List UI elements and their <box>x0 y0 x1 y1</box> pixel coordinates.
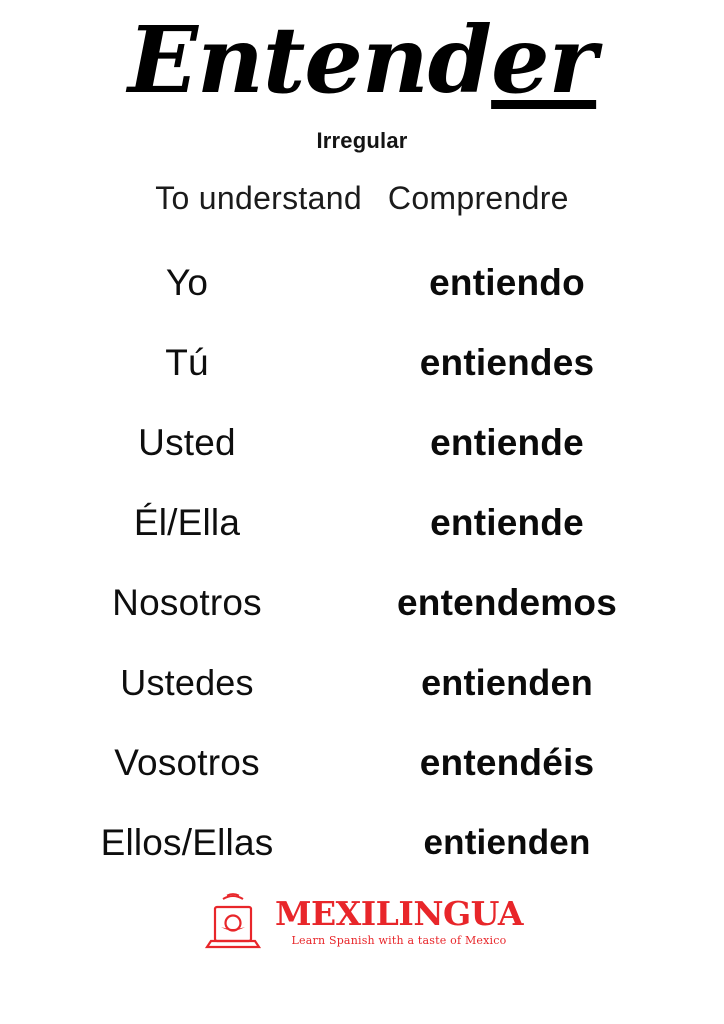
conjugation-cell: entiende <box>430 422 584 463</box>
translations <box>155 180 569 217</box>
page-title-ending: er <box>491 6 597 114</box>
conjugation-cell: entendemos <box>397 582 617 623</box>
table-row <box>42 723 682 803</box>
brand-name: MEXILINGUA <box>274 894 524 933</box>
translation-french: Comprendre <box>387 180 569 216</box>
page-title <box>124 6 600 114</box>
table-row <box>42 563 682 643</box>
pronoun-cell: Vosotros <box>114 742 260 783</box>
title-block <box>0 6 724 114</box>
pronoun-cell: Ellos/Ellas <box>100 822 274 863</box>
pronoun-cell: Tú <box>165 342 209 383</box>
page-title-stem: Entend <box>127 6 492 114</box>
table-row <box>42 483 682 563</box>
table-row <box>42 403 682 483</box>
brand-logo <box>201 893 523 951</box>
pronoun-cell: Ustedes <box>120 662 254 703</box>
pronoun-cell: Él/Ella <box>133 502 241 543</box>
conjugation-cell: entienden <box>421 662 593 703</box>
pronoun-cell: Nosotros <box>112 582 262 623</box>
table-row <box>42 643 682 723</box>
conjugation-cell: entienden <box>423 823 591 862</box>
conjugation-cell: entiende <box>430 502 584 543</box>
brand-tagline: Learn Spanish with a taste of Mexico <box>291 934 507 947</box>
verb-type-label: Irregular <box>316 128 408 153</box>
conjugation-cell: entiendes <box>419 342 595 383</box>
conjugation-cell: entendéis <box>419 742 595 783</box>
conjugation-table <box>42 243 682 883</box>
laptop-sombrero-icon <box>201 893 265 951</box>
translation-english: To understand <box>155 180 362 216</box>
table-row <box>42 803 682 883</box>
pronoun-cell: Usted <box>138 422 236 463</box>
table-row <box>42 243 682 323</box>
pronoun-cell: Yo <box>165 262 209 303</box>
conjugation-cell: entiendo <box>429 262 585 303</box>
brand-text <box>274 894 524 947</box>
table-row <box>42 323 682 403</box>
